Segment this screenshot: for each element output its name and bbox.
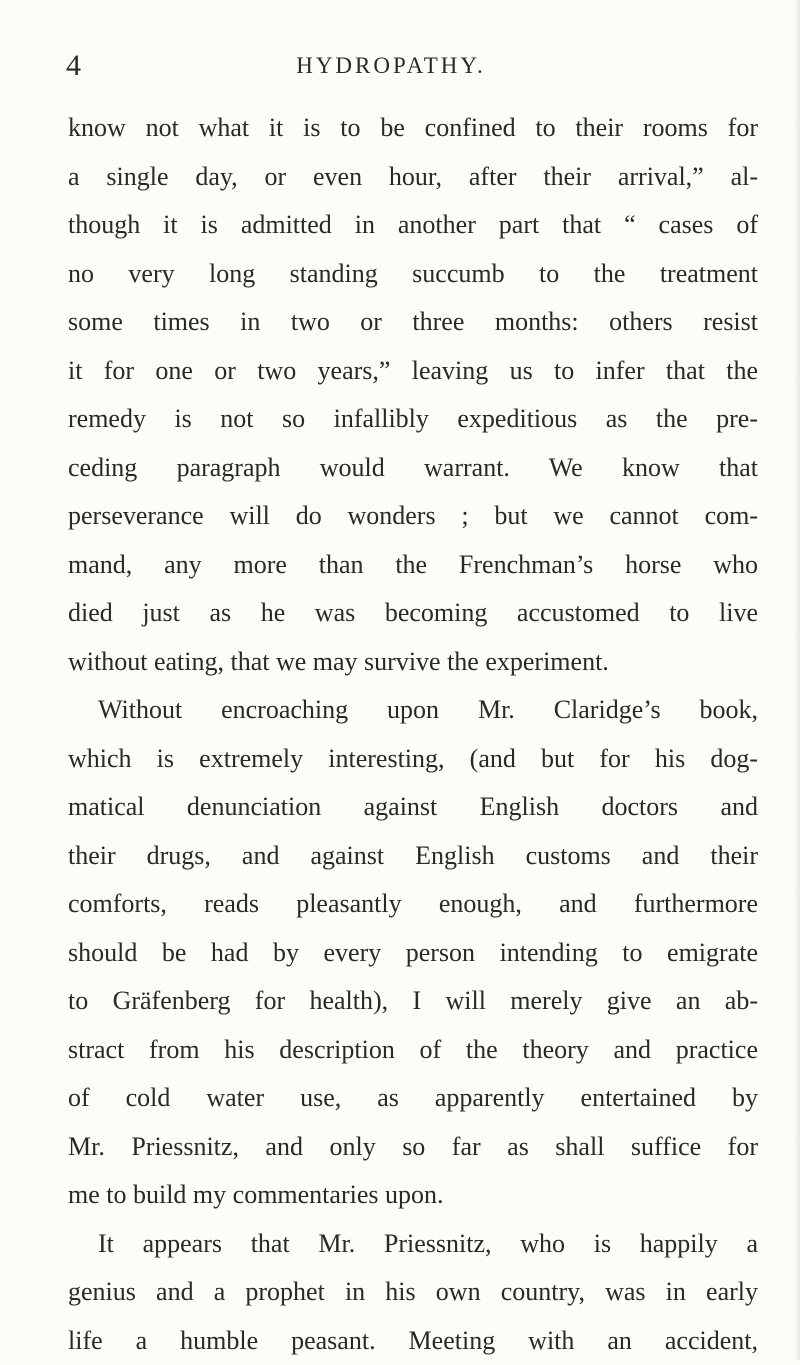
text-line: without eating, that we may survive the experiment.: [68, 638, 758, 687]
text-line: should be had by every person intending to emigrate: [68, 929, 758, 978]
text-line: some times in two or three months: others resist: [68, 298, 758, 347]
text-line: remedy is not so infallibly expeditious as the pre-: [68, 395, 758, 444]
text-line: comforts, reads pleasantly enough, and furthermore: [68, 880, 758, 929]
text-line: their drugs, and against English customs and their: [68, 832, 758, 881]
text-line: know not what it is to be confined to their rooms for: [68, 104, 758, 153]
text-line: genius and a prophet in his own country, was in early: [68, 1268, 758, 1317]
text-line: ceding paragraph would warrant. We know that: [68, 444, 758, 493]
text-line: mand, any more than the Frenchman’s horse who: [68, 541, 758, 590]
text-line: it for one or two years,” leaving us to infer that the: [68, 347, 758, 396]
text-line: life a humble peasant. Meeting with an accident,: [68, 1317, 758, 1365]
text-line: me to build my commentaries upon.: [68, 1171, 758, 1220]
text-line: to Gräfenberg for health), I will merely give an ab-: [68, 977, 758, 1026]
running-head: [66, 48, 716, 84]
text-line: no very long standing succumb to the treatment: [68, 250, 758, 299]
paragraph-start-line: Without encroaching upon Mr. Claridge’s book,: [68, 686, 758, 735]
text-line: a single day, or even hour, after their arrival,” al-: [68, 153, 758, 202]
text-line: died just as he was becoming accustomed to live: [68, 589, 758, 638]
text-line: though it is admitted in another part that “ cases of: [68, 201, 758, 250]
text-line: of cold water use, as apparently entertained by: [68, 1074, 758, 1123]
text-line: which is extremely interesting, (and but for his dog-: [68, 735, 758, 784]
page-number: 4: [66, 48, 81, 84]
running-title: HYDROPATHY.: [66, 50, 716, 82]
text-line: matical denunciation against English doctors and: [68, 783, 758, 832]
text-line: Mr. Priessnitz, and only so far as shall suffice for: [68, 1123, 758, 1172]
text-line: perseverance will do wonders ; but we cannot com-: [68, 492, 758, 541]
text-line: stract from his description of the theory and practice: [68, 1026, 758, 1075]
paragraph-start-line: It appears that Mr. Priessnitz, who is happily a: [68, 1220, 758, 1269]
page-edge-shadow: [794, 0, 800, 1360]
body-text: [68, 104, 758, 1365]
